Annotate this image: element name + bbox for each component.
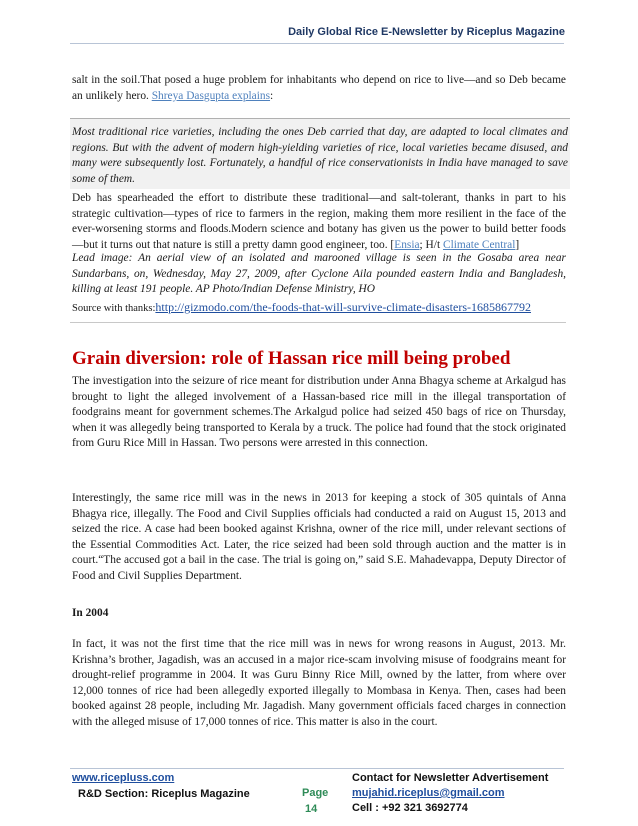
footer-website-link[interactable]: www.ricepluss.com (72, 772, 175, 784)
quote-block: Most traditional rice varieties, including the ones Deb carried that day, are adapted to local climates and regions. But with the advent of modern high-yielding varieties of rice, local varieties became disused, and many were subsequently lost. Fortunately, a handful of rice conservationists in India have managed to save some of them. (70, 118, 570, 189)
footer-page-label: Page (302, 787, 329, 799)
article1-paragraph-1-text: salt in the soil.That posed a huge problem for inhabitants who depend on rice to live—and so Deb became an unlikely hero. (72, 74, 566, 102)
article2-paragraph-3: In fact, it was not the first time that the rice mill was in news for wrong reasons in August, 2013. Mr. Krishna’s brother, Jagadish, was an accused in a major rice-scam involving misuse of foodgrains meant for drought-relief programme in 2004. It was Guru Binny Rice Mill, owned by the latter, from where over 12,000 tonnes of rice had been allegedly exported illegally to Mombasa in Kenya. Then, cases had been booked against 28 people, including Mr. Jagadish. Many government officials faced charges in connection with the alleged misuse of 17,000 tonnes of rice. This matter is also in the court. (72, 638, 566, 728)
article1-paragraph-2-end: ] (515, 238, 520, 251)
source-url-link[interactable]: http://gizmodo.com/the-foods-that-will-survive-climate-disasters-1685867792 (155, 300, 531, 314)
section-divider (70, 322, 566, 323)
ensia-link[interactable]: Ensia (394, 238, 420, 251)
footer-contact-title: Contact for Newsletter Advertisement (352, 772, 549, 784)
source-line (72, 300, 566, 317)
article2-paragraph-2: Interestingly, the same rice mill was in the news in 2013 for keeping a stock of 305 quintals of Anna Bhagya rice, illegally. The Food and Civil Supplies officials had conducted a raid on August 15, 2013 and seized the rice. A case had been booked against Krishna, owner of the rice mill, under relevant sections of the Essential Commodities Act. Later, the rice seized had been sold through auction and the matter is in court.“The accused got a bail in the case. The trial is going on,” said S.E. Mahadevappa, Deputy Director of Food and Civil Supplies Department. (72, 492, 566, 582)
page-header: Daily Global Rice E-Newsletter by Riceplus Magazine (288, 26, 565, 38)
article1-paragraph-1 (72, 73, 566, 104)
article2-paragraph-1: The investigation into the seizure of rice meant for distribution under Anna Bhagya scheme at Arkalgud has brought to light the alleged involvement of a Hassan-based rice mill in the illegal transportation of foodgrains meant for government schemes.The Arkalgud police had seized 450 bags of rice on Thursday, when it was allegedly being transported to Kerala by a truck. The police had found that the stock originated from Guru Rice Mill in Hassan. Two persons were arrested in this connection. (72, 375, 566, 450)
footer-section: R&D Section: Riceplus Magazine (78, 788, 250, 800)
header-divider (70, 43, 564, 44)
article1-paragraph-2 (72, 191, 566, 253)
source-label: Source with thanks: (72, 303, 156, 314)
footer-page-number: 14 (305, 803, 318, 815)
footer-divider (70, 768, 564, 769)
shreya-dasgupta-link[interactable]: Shreya Dasgupta explains (151, 89, 271, 102)
footer-phone: Cell : +92 321 3692774 (352, 802, 468, 814)
article1-paragraph-1-tail: : (270, 89, 274, 102)
climate-central-link[interactable]: Climate Central (442, 238, 516, 251)
article2-subhead: In 2004 (72, 607, 109, 619)
image-caption: Lead image: An aerial view of an isolated and marooned village is seen in the Gosaba area near Sundarbans, on, Wednesday, May 27, 2009, after Cyclone Aila pounded eastern India and Bangladesh, killing at least 191 people. AP Photo/Indian Defense Ministry, HO (72, 252, 566, 296)
article1-paragraph-2-text: Deb has spearheaded the effort to distribute these traditional—and salt-tolerant, thanks in part to his strategic cultivation—types of rice to farmers in the region, making them more resilient in the face of the ever-worsening storms and floods.Modern science and botany has given us the power to build better foods—but it turns out that nature is still a pretty damn good engineer, too. [ (72, 192, 566, 251)
article2-headline: Grain diversion: role of Hassan rice mill being probed (72, 348, 511, 369)
footer-email-link[interactable]: mujahid.riceplus@gmail.com (352, 787, 505, 799)
article1-paragraph-2-mid: ; H/t (419, 238, 443, 251)
